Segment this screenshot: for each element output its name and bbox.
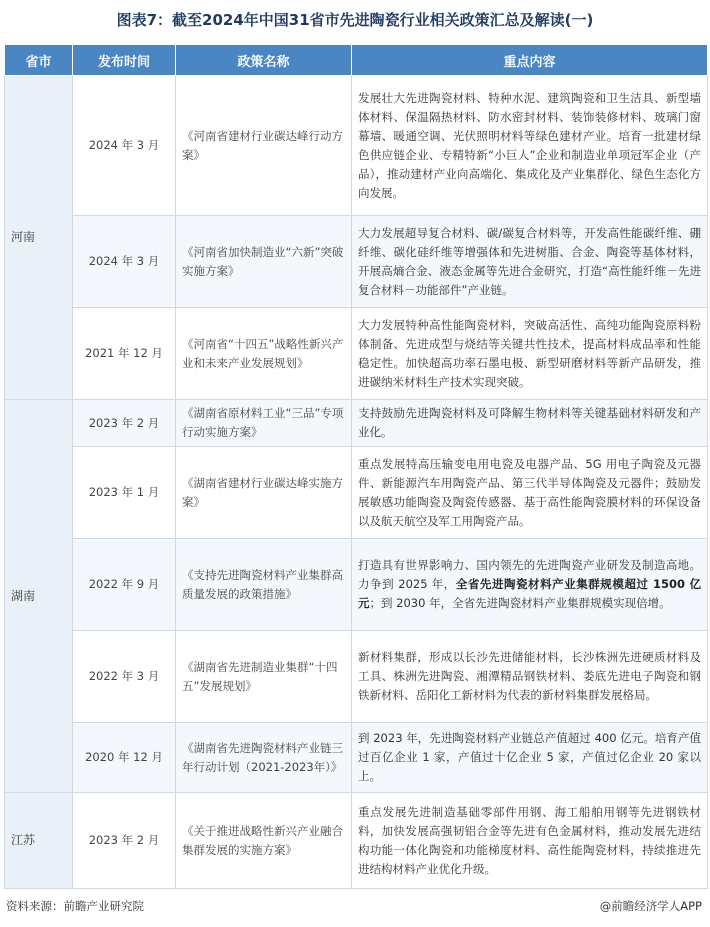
- content-cell: 新材料集群，形成以长沙先进储能材料，长沙株洲先进硬质材料及工具、株洲先进陶瓷、湘潭精品钢铁材料、娄底先进电子陶瓷和钢铁新材料、岳阳化工新材料为代表的新材料集群发展格局。: [352, 631, 708, 723]
- province-cell: 湖南: [5, 400, 73, 793]
- table-row: [5, 539, 708, 631]
- policy-name-cell: 《湖南省原材料工业“三品”专项行动实施方案》: [176, 400, 352, 447]
- date-cell: 2022 年 3 月: [73, 631, 176, 723]
- policy-name-cell: 《河南省加快制造业“六新”突破实施方案》: [176, 216, 352, 308]
- content-text: ；到 2030 年，全省先进陶瓷材料产业集群规模实现倍增。: [369, 596, 671, 610]
- table-row: [5, 76, 708, 216]
- date-cell: 2024 年 3 月: [73, 216, 176, 308]
- header-date: 发布时间: [73, 45, 176, 76]
- content-cell: 大力发展超导复合材料、碳/碳复合材料等，开发高性能碳纤维、硼纤维、碳化硅纤维等增强体和先进树脂、合金、陶瓷等基体材料，开展高熵合金、液态金属等先进合金研究，打造“高性能纤维－先进复合材料－功能部件”产业链。: [352, 216, 708, 308]
- policy-name-cell: 《湖南省先进制造业集群“十四五”发展规划》: [176, 631, 352, 723]
- date-cell: 2024 年 3 月: [73, 76, 176, 216]
- policy-table: [4, 44, 708, 889]
- content-cell: 重点发展先进制造基础零部件用钢、海工船舶用钢等先进钢铁材料，加快发展高强韧铝合金等先进有色金属材料，推动发展先进结构功能一体化陶瓷和功能梯度材料、高性能陶瓷材料，持续推进先进结构材料产业优化升级。: [352, 793, 708, 889]
- brand-credit: @前瞻经济学人APP: [599, 899, 702, 913]
- header-province: 省市: [5, 45, 73, 76]
- content-cell: 重点发展特高压输变电用电瓷及电器产品、5G 用电子陶瓷及元器件、新能源汽车用陶瓷产品、第三代半导体陶瓷及元器件；鼓励发展敏感功能陶瓷及陶瓷传感器、基于高性能陶瓷膜材料的环保设备以及航天航空及军工用陶瓷产品。: [352, 447, 708, 539]
- table-row: [5, 447, 708, 539]
- date-cell: 2021 年 12 月: [73, 308, 176, 400]
- policy-name-cell: 《关于推进战略性新兴产业融合集群发展的实施方案》: [176, 793, 352, 889]
- content-cell: 到 2023 年，先进陶瓷材料产业链总产值超过 400 亿元。培育产值过百亿企业 1 家，产值过十亿企业 5 家，产值过亿企业 20 家以上。: [352, 723, 708, 793]
- table-row: [5, 631, 708, 723]
- table-row: [5, 216, 708, 308]
- table-row: [5, 723, 708, 793]
- content-text: 打造具有世界影响力、国内领先的先进陶瓷产业研发及制造高地。力争到 2025 年，: [358, 558, 701, 591]
- policy-name-cell: 《支持先进陶瓷材料产业集群高质量发展的政策措施》: [176, 539, 352, 631]
- province-cell: 江苏: [5, 793, 73, 889]
- content-cell: 支持鼓励先进陶瓷材料及可降解生物材料等关键基础材料研发和产业化。: [352, 400, 708, 447]
- source-note: 资料来源：前瞻产业研究院: [6, 899, 144, 913]
- table-row: [5, 308, 708, 400]
- chart-title: 图表7：截至2024年中国31省市先进陶瓷行业相关政策汇总及解读(一): [116, 11, 594, 29]
- date-cell: 2023 年 2 月: [73, 400, 176, 447]
- header-key-content: 重点内容: [352, 45, 708, 76]
- footer: [0, 898, 710, 918]
- content-cell: [352, 539, 708, 631]
- content-highlight: 全省先进陶瓷材料产业集群规模超过 1500 亿元: [358, 577, 702, 610]
- policy-name-cell: 《河南省建材行业碳达峰行动方案》: [176, 76, 352, 216]
- table-row: [5, 400, 708, 447]
- date-cell: 2023 年 1 月: [73, 447, 176, 539]
- content-cell: 发展壮大先进陶瓷材料、特种水泥、建筑陶瓷和卫生洁具、新型墙体材料、保温隔热材料、防水密封材料、装饰装修材料、玻璃门窗幕墙、暖通空调、光伏照明材料等绿色建材产业。培育一批建材绿色供应链企业、专精特新“小巨人”企业和制造业单项冠军企业（产品），推动建材产业向高端化、集成化及产业集群化、绿色生态化方向发展。: [352, 76, 708, 216]
- policy-name-cell: 《湖南省先进陶瓷材料产业链三年行动计划（2021-2023年）》: [176, 723, 352, 793]
- content-cell: 大力发展特种高性能陶瓷材料，突破高活性、高纯功能陶瓷原料粉体制备、先进成型与烧结等关键共性技术，提高材料成品率和性能稳定性。加快超高功率石墨电极、新型研磨材料等新产品研发，推进碳纳米材料生产技术实现突破。: [352, 308, 708, 400]
- table-header-row: [5, 45, 708, 76]
- date-cell: 2023 年 2 月: [73, 793, 176, 889]
- province-cell: 河南: [5, 76, 73, 400]
- table-row: [5, 793, 708, 889]
- policy-name-cell: 《河南省“十四五”战略性新兴产业和未来产业发展规划》: [176, 308, 352, 400]
- policy-name-cell: 《湖南省建材行业碳达峰实施方案》: [176, 447, 352, 539]
- header-policy-name: 政策名称: [176, 45, 352, 76]
- date-cell: 2022 年 9 月: [73, 539, 176, 631]
- date-cell: 2020 年 12 月: [73, 723, 176, 793]
